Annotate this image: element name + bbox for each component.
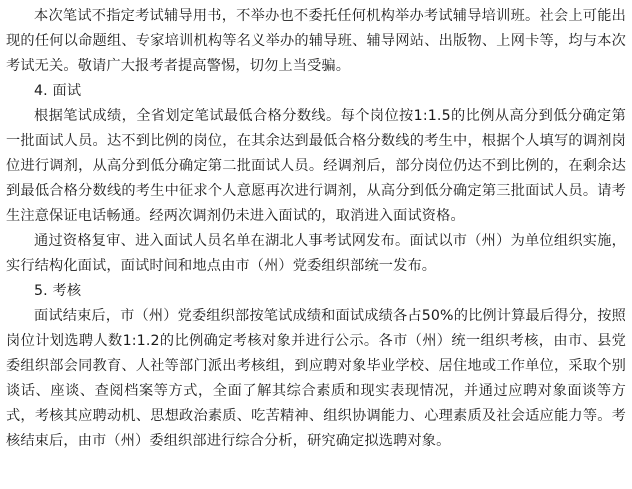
- paragraph-exam-notice: 本次笔试不指定考试辅导用书，不举办也不委托任何机构举办考试辅导培训班。社会上可能出现的任何以命题组、专家培训机构等名义举办的辅导班、辅导网站、出版物、上网卡等，均与本次考试无关。敬请广大报考者提高警惕，切勿上当受骗。: [6, 8, 626, 74]
- paragraph-interview-publication: 通过资格复审、进入面试人员名单在湖北人事考试网发布。面试以市（州）为单位组织实施，实行结构化面试，面试时间和地点由市（州）党委组织部统一发布。: [6, 233, 626, 274]
- section-heading-interview: 4. 面试: [34, 83, 82, 99]
- section-heading-assessment: 5. 考核: [34, 283, 82, 299]
- paragraph-assessment-rules: 面试结束后，市（州）党委组织部按笔试成绩和面试成绩各占50%的比例计算最后得分，按照岗位计划选聘人数1:1.2的比例确定考核对象并进行公示。各市（州）统一组织考核，由市、县党委组织部会同教育、人社等部门派出考核组，到应聘对象毕业学校、居住地或工作单位，采取个别谈话、座谈、查阅档案等方式，全面了解其综合素质和现实表现情况，并通过应聘对象面谈等方式，考核其应聘动机、思想政治素质、吃苦精神、组织协调能力、心理素质及社会适应能力等。考核结束后，由市（州）委组织部进行综合分析，研究确定拟选聘对象。: [6, 308, 626, 449]
- paragraph-interview-rules: 根据笔试成绩，全省划定笔试最低合格分数线。每个岗位按1:1.5的比例从高分到低分确定第一批面试人员。达不到比例的岗位，在其余达到最低合格分数线的考生中，根据个人填写的调剂岗位进行调剂，从高分到低分确定第二批面试人员。经调剂后，部分岗位仍达不到比例的，在剩余达到最低合格分数线的考生中征求个人意愿再次进行调剂，从高分到低分确定第三批面试人员。请考生注意保证电话畅通。经两次调剂仍未进入面试的，取消进入面试资格。: [6, 108, 626, 224]
